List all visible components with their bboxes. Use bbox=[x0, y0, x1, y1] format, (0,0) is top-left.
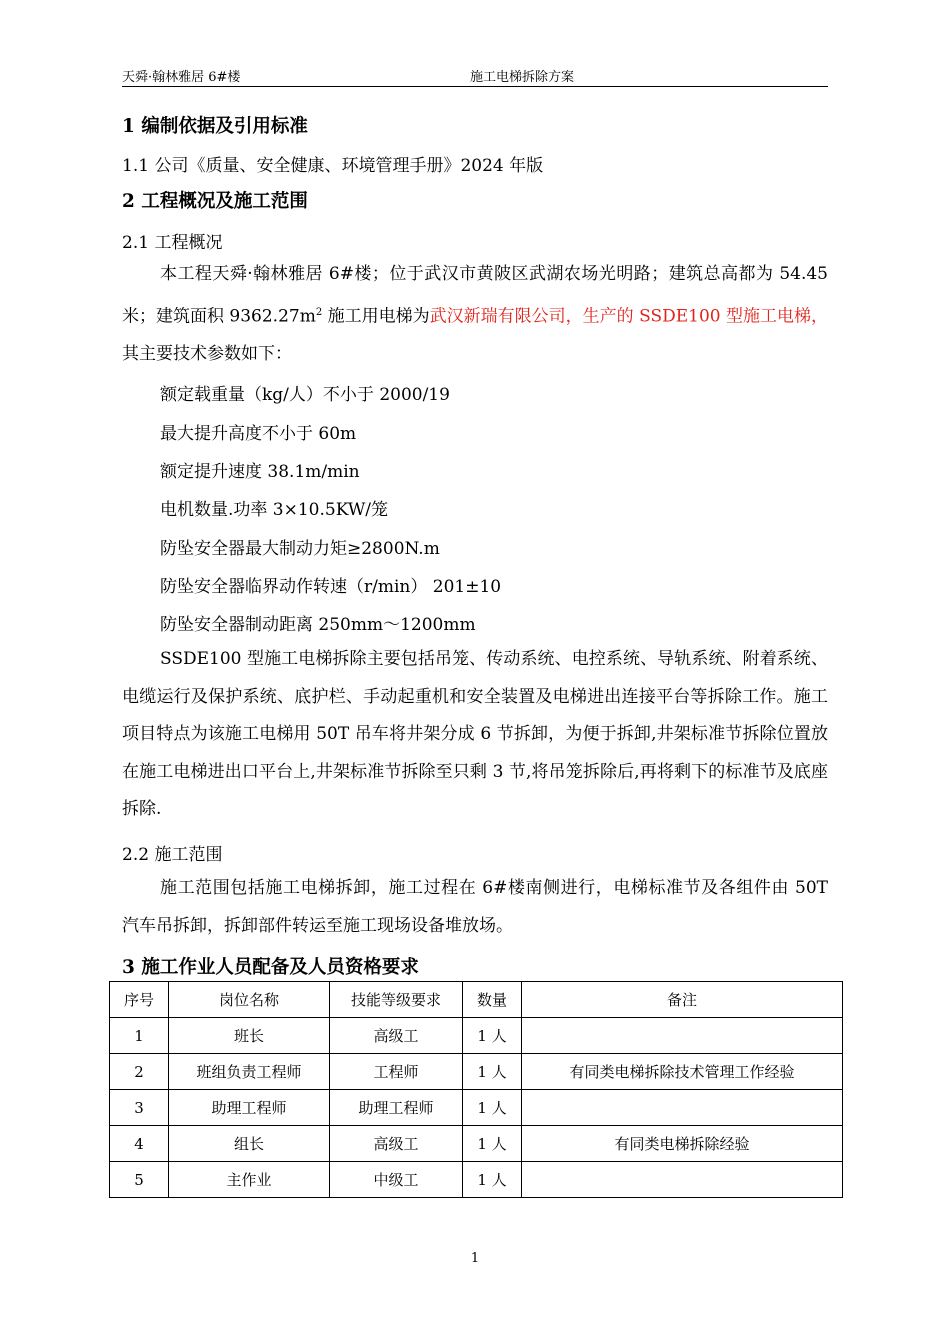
overview-text-a: 本工程天舜·翰林雅居 6#楼；位于武汉市黄陂区武湖农场光明路；建筑总高都为 54.45 米；建筑面积 9362.27m bbox=[122, 264, 828, 327]
param-brake-torque: 防坠安全器最大制动力矩≥2800N.m bbox=[160, 539, 440, 559]
table-cell: 主作业 bbox=[169, 1162, 330, 1198]
param-brake-distance: 防坠安全器制动距离 250mm～1200mm bbox=[160, 615, 476, 635]
table-row bbox=[110, 1054, 843, 1090]
table-cell: 有同类电梯拆除技术管理工作经验 bbox=[522, 1054, 843, 1090]
table-header-row bbox=[110, 982, 843, 1018]
param-motor-power: 电机数量.功率 3×10.5KW/笼 bbox=[160, 500, 389, 520]
table-cell bbox=[522, 1162, 843, 1198]
scope-paragraph bbox=[122, 870, 828, 945]
table-cell: 班组负责工程师 bbox=[169, 1054, 330, 1090]
param-lift-speed: 额定提升速度 38.1m/min bbox=[160, 462, 360, 482]
header-project-name: 天舜·翰林雅居 6#楼 bbox=[122, 70, 241, 85]
table-cell: 1 人 bbox=[463, 1090, 522, 1126]
table-row bbox=[110, 1090, 843, 1126]
section-1-1-text: 1.1 公司《质量、安全健康、环境管理手册》2024 年版 bbox=[122, 156, 544, 176]
table-cell: 工程师 bbox=[330, 1054, 463, 1090]
table-header-cell: 岗位名称 bbox=[169, 982, 330, 1018]
table-cell bbox=[522, 1018, 843, 1054]
table-header-cell: 技能等级要求 bbox=[330, 982, 463, 1018]
table-cell bbox=[522, 1090, 843, 1126]
table-cell: 有同类电梯拆除经验 bbox=[522, 1126, 843, 1162]
header-document-title: 施工电梯拆除方案 bbox=[470, 70, 575, 85]
overview-text-c: 其主要技术参数如下： bbox=[122, 343, 292, 364]
table-cell: 组长 bbox=[169, 1126, 330, 1162]
overview-text-b: 施工用电梯为 bbox=[322, 306, 430, 327]
table-cell: 4 bbox=[110, 1126, 169, 1162]
dismantle-text: SSDE100 型施工电梯拆除主要包括吊笼、传动系统、电控系统、导轨系统、附着系统、电缆运行及保护系统、底护栏、手动起重机和安全装置及电梯进出连接平台等拆除工作。施工项目特点为该施工电梯用 50T 吊车将井架分成 6 节拆卸，为便于拆卸,井架标准节拆除位置放在施工电梯进出口平台上,井架标准节拆除至只剩 3 节,将吊笼拆除后,再将剩下的标准节及底座拆除. bbox=[122, 649, 828, 819]
table-cell: 3 bbox=[110, 1090, 169, 1126]
table-cell: 高级工 bbox=[330, 1018, 463, 1054]
dismantle-paragraph bbox=[122, 641, 828, 829]
table-cell: 助理工程师 bbox=[330, 1090, 463, 1126]
page-header bbox=[122, 60, 828, 87]
section-2-1-heading: 2.1 工程概况 bbox=[122, 233, 223, 253]
page-number: 1 bbox=[470, 1251, 480, 1266]
table-header-cell: 备注 bbox=[522, 982, 843, 1018]
table-row bbox=[110, 1126, 843, 1162]
table-cell: 助理工程师 bbox=[169, 1090, 330, 1126]
overview-superscript: 2 bbox=[315, 306, 323, 318]
table-cell: 1 人 bbox=[463, 1018, 522, 1054]
table-cell: 1 人 bbox=[463, 1162, 522, 1198]
table-header-cell: 数量 bbox=[463, 982, 522, 1018]
overview-manufacturer-highlight: 武汉新瑞有限公司，生产的 SSDE100 型施工电梯， bbox=[429, 306, 828, 327]
table-cell: 高级工 bbox=[330, 1126, 463, 1162]
personnel-table bbox=[109, 981, 843, 1198]
param-trigger-speed: 防坠安全器临界动作转速（r/min） 201±10 bbox=[160, 577, 502, 597]
param-rated-load: 额定载重量（kg/人）不小于 2000/19 bbox=[160, 385, 450, 405]
section-2-2-heading: 2.2 施工范围 bbox=[122, 845, 223, 865]
overview-paragraph bbox=[122, 256, 828, 373]
scope-text: 施工范围包括施工电梯拆卸，施工过程在 6#楼南侧进行，电梯标准节及各组件由 50T 汽车吊拆卸，拆卸部件转运至施工现场设备堆放场。 bbox=[122, 878, 828, 936]
table-cell: 1 人 bbox=[463, 1126, 522, 1162]
table-row bbox=[110, 1018, 843, 1054]
table-cell: 2 bbox=[110, 1054, 169, 1090]
section-2-heading: 2 工程概况及施工范围 bbox=[122, 191, 308, 212]
table-header-cell: 序号 bbox=[110, 982, 169, 1018]
table-cell: 1 bbox=[110, 1018, 169, 1054]
section-1-heading: 1 编制依据及引用标准 bbox=[122, 116, 308, 137]
table-cell: 5 bbox=[110, 1162, 169, 1198]
table-cell: 班长 bbox=[169, 1018, 330, 1054]
param-max-lift-height: 最大提升高度不小于 60m bbox=[160, 424, 357, 444]
section-3-heading: 3 施工作业人员配备及人员资格要求 bbox=[122, 957, 419, 978]
table-cell: 中级工 bbox=[330, 1162, 463, 1198]
table-row bbox=[110, 1162, 843, 1198]
table-cell: 1 人 bbox=[463, 1054, 522, 1090]
